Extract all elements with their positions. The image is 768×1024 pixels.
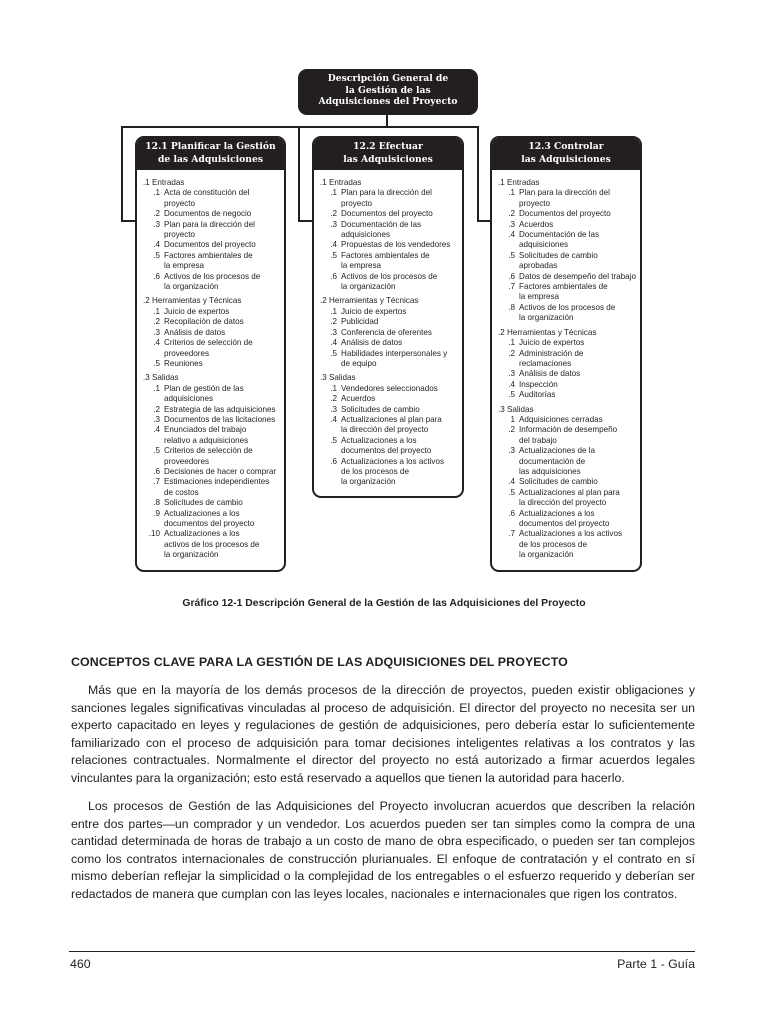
item-text: Documentos de negocio [164,209,252,219]
process-list-item [143,425,280,446]
process-list-item [498,477,636,487]
process-list-item [143,509,280,530]
item-text: Activos de los procesos de la organización [519,302,616,323]
section-heading: CONCEPTOS CLAVE PARA LA GESTIÓN DE LAS ADQUISICIONES DEL PROYECTO [71,655,568,669]
process-section [498,405,636,561]
process-list-item [143,405,280,415]
item-number: .6 [153,466,160,476]
item-text: Inspección [519,379,558,389]
item-text: Solicitudes de cambio [519,477,598,487]
item-text: Solicitudes de cambio [341,404,420,414]
item-number: .3 [153,219,160,229]
item-number: .6 [508,508,515,518]
item-number: .4 [508,379,515,389]
connector-line [298,126,300,222]
item-text: Criterios de selección de proveedores [164,338,253,358]
item-text: Actualizaciones a los activos de los procesos de la organización [164,529,260,560]
item-number: .5 [153,446,160,456]
process-section [143,178,280,292]
process-list-item [320,328,458,338]
process-list-item [143,188,280,209]
process-list-item [498,209,636,219]
process-section-title: .3 Salidas [498,404,534,414]
process-box-title-line: de las Adquisiciones [157,153,263,165]
item-number: .3 [508,219,515,229]
process-box-body [137,170,284,569]
process-box-title-line: 12.1 Planificar la Gestión [145,141,276,152]
item-number: .3 [330,327,337,337]
item-number: .10 [148,529,160,539]
process-list-item [498,529,636,560]
item-text: Auditorías [519,390,556,400]
item-text: Documentos del proyecto [519,209,611,219]
process-list-item [498,303,636,324]
item-text: Habilidades interpersonales y de equipo [341,348,448,368]
item-number: .2 [330,317,337,327]
process-list-item [143,477,280,498]
item-text: Estrategia de las adquisiciones [164,404,276,414]
item-number: .3 [153,414,160,424]
process-list-item [143,272,280,293]
item-number: .2 [330,209,337,219]
process-box-header [314,138,462,170]
item-text: Actualizaciones a los documentos del proyecto [164,508,255,528]
item-number: .3 [330,404,337,414]
footer-rule [69,951,695,952]
item-text: Juicio de expertos [164,306,230,316]
process-section-title: .1 Entradas [498,178,540,187]
item-number: .4 [153,338,160,348]
process-box-title-line: las Adquisiciones [343,153,433,165]
process-list-item [320,317,458,327]
process-box-12-3 [490,136,642,572]
item-text: Documentos de las licitaciones [164,414,276,424]
process-list-item [498,251,636,272]
process-list-item [498,509,636,530]
process-box-title-line: las Adquisiciones [521,153,611,165]
item-number: .1 [153,188,160,198]
item-text: Actualizaciones al plan para la dirección del proyecto [519,487,620,508]
item-text: Solicitudes de cambio aprobadas [519,250,598,271]
item-text: Documentación de las adquisiciones [519,230,600,250]
item-number: .1 [508,338,515,348]
item-number: .2 [153,404,160,414]
item-number: .5 [508,487,515,497]
item-number: .3 [508,369,515,379]
process-section [320,373,458,487]
item-text: Factores ambientales de la empresa [341,250,430,271]
item-text: Información de desempeño del trabajo [519,425,618,445]
item-text: Juicio de expertos [519,338,585,348]
item-text: Conferencia de oferentes [341,327,432,337]
item-text: Propuestas de los vendedores [341,240,451,250]
item-text: Actualizaciones de la documentación de las adquisiciones [519,446,596,476]
item-text: Recopilación de datos [164,317,244,327]
process-list-item [143,446,280,467]
item-number: .4 [153,240,160,250]
item-text: Reuniones [164,358,203,368]
item-number: .4 [508,477,515,487]
process-list-item [320,405,458,415]
item-number: .4 [508,230,515,240]
process-section [320,178,458,292]
item-text: Juicio de expertos [341,306,407,316]
item-number: .7 [153,477,160,487]
item-number: .6 [330,271,337,281]
process-list-item [143,209,280,219]
item-number: .2 [153,317,160,327]
process-section [320,296,458,369]
item-text: Decisiones de hacer o comprar [164,466,277,476]
item-number: .5 [330,250,337,260]
item-text: Vendedores seleccionados [341,383,438,393]
footer-part-label: Parte 1 - Guía [617,957,695,971]
item-text: Administración de reclamaciones [519,348,584,368]
process-list-item [143,328,280,338]
process-section-title: .2 Herramientas y Técnicas [320,296,419,306]
item-text: Documentos del proyecto [341,209,433,219]
item-number: .2 [153,209,160,219]
item-number: .6 [508,271,515,281]
item-text: Activos de los procesos de la organización [164,271,261,292]
item-text: Análisis de datos [519,369,581,379]
item-text: Factores ambientales de la empresa [519,282,608,302]
item-number: .3 [153,327,160,337]
process-section [143,373,280,560]
item-text: Análisis de datos [341,338,403,348]
process-list-item [498,446,636,477]
item-number: .2 [508,209,515,219]
process-list-item [143,529,280,560]
diagram-title-box [298,69,478,115]
process-list-item [143,384,280,405]
item-number: .7 [508,529,515,539]
process-list-item [320,209,458,219]
item-number: .6 [330,456,337,466]
figure-caption: Gráfico 12-1 Descripción General de la Gestión de las Adquisiciones del Proyecto [182,598,586,609]
process-list-item [498,415,636,425]
process-list-item [498,488,636,509]
item-text: Actualizaciones a los documentos del proyecto [519,508,610,528]
process-box-title-line: 12.3 Controlar [528,141,604,152]
process-list-item [498,220,636,230]
process-list-item [498,380,636,390]
process-box-header [492,138,640,170]
item-number: .5 [330,348,337,358]
process-list-item [320,384,458,394]
item-text: Documentos del proyecto [164,240,256,250]
process-box-12-1 [135,136,286,572]
diagram-title-line: Adquisiciones del Proyecto [318,96,458,107]
process-list-item [143,498,280,508]
process-section [498,328,636,401]
item-text: Acta de constitución del proyecto [164,188,250,208]
diagram-title-line: Descripción General de [327,73,449,84]
item-text: Enunciados del trabajo relativo a adquisiciones [164,425,249,445]
process-list-item [143,251,280,272]
item-number: .6 [153,271,160,281]
process-list-item [143,415,280,425]
item-number: .1 [330,188,337,198]
process-list-item [320,436,458,457]
process-section [143,296,280,369]
item-number: .3 [330,219,337,229]
process-box-12-2 [312,136,464,498]
process-list-item [143,307,280,317]
process-list-item [498,369,636,379]
item-text: Acuerdos [519,219,554,229]
process-list-item [320,349,458,370]
process-section [498,178,636,324]
body-paragraph: Más que en la mayoría de los demás procesos de la dirección de proyectos, pueden existir obligaciones y sanciones legales significativas vinculadas al proceso de adquisición. El director del proyecto no necesita ser un experto capacitado en leyes y regulaciones de gestión de adquisiciones, pero debería estar lo suficientemente familiarizado con el proceso de adquisición para tomar decisiones inteligentes relativas a los contratos y las relaciones contractuales. Normalmente el director del proyecto no está autorizado a firmar acuerdos legales vinculantes para la organización; esto está reservado a aquellos que tienen la autoridad para hacerlo. [71,683,695,785]
process-list-item [320,338,458,348]
item-number: .7 [508,282,515,292]
process-section-title: .3 Salidas [143,373,179,383]
item-number: .5 [508,390,515,400]
process-section-title: .2 Herramientas y Técnicas [143,296,242,306]
process-section-title: .2 Herramientas y Técnicas [498,327,597,337]
process-list-item [498,390,636,400]
process-list-item [498,425,636,446]
process-list-item [320,394,458,404]
item-number: .8 [153,498,160,508]
item-text: Plan para la dirección del proyecto [519,188,610,208]
process-list-item [498,230,636,251]
item-number: .1 [330,306,337,316]
item-text: Plan de gestión de las adquisiciones [164,383,244,404]
item-text: Estimaciones independientes de costos [164,477,270,497]
diagram-title-line: la Gestión de las [345,84,431,96]
process-list-item [320,251,458,272]
item-number: .1 [153,306,160,316]
connector-line [121,220,136,222]
item-number: .5 [153,250,160,260]
process-box-body [492,170,640,569]
process-list-item [143,359,280,369]
process-list-item [320,220,458,241]
item-number: .4 [330,338,337,348]
process-list-item [320,457,458,488]
item-number: .5 [330,435,337,445]
connector-line [477,220,491,222]
item-text: Datos de desempeño del trabajo [519,271,636,281]
item-number: .3 [508,446,515,456]
item-text: Actualizaciones a los activos de los procesos de la organización [341,456,445,487]
item-text: Criterios de selección de proveedores [164,446,253,466]
item-number: .1 [330,383,337,393]
process-list-item [143,240,280,250]
process-list-item [498,188,636,209]
process-list-item [320,415,458,436]
item-number: .5 [508,250,515,260]
item-text: Actualizaciones a los activos de los procesos de la organización [519,529,623,560]
item-number: .4 [330,240,337,250]
item-text: Adquisiciones cerradas [519,414,603,424]
item-text: Plan para la dirección del proyecto [341,188,432,208]
item-number: .9 [153,508,160,518]
process-list-item [320,240,458,250]
item-number: .1 [153,383,160,393]
item-number: .8 [508,302,515,312]
process-list-item [320,272,458,293]
connector-line [298,220,313,222]
item-text: Actualizaciones al plan para la dirección del proyecto [341,414,442,435]
item-text: Análisis de datos [164,327,226,337]
process-box-title-line: 12.2 Efectuar [353,141,423,152]
item-number: 1 [510,414,515,424]
item-number: .2 [508,348,515,358]
item-number: .1 [508,188,515,198]
item-text: Publicidad [341,317,379,327]
process-box-body [314,170,462,496]
process-section-title: .1 Entradas [320,178,362,187]
process-box-header [137,138,284,170]
item-number: .2 [508,425,515,435]
item-number: .4 [153,425,160,435]
item-text: Solicitudes de cambio [164,498,243,508]
item-number: .5 [153,358,160,368]
process-section-title: .3 Salidas [320,373,356,383]
process-list-item [320,307,458,317]
item-text: Actualizaciones a los documentos del proyecto [341,435,432,456]
item-text: Acuerdos [341,394,376,404]
item-text: Factores ambientales de la empresa [164,250,253,271]
process-list-item [498,282,636,303]
item-number: .4 [330,414,337,424]
body-paragraph: Los procesos de Gestión de las Adquisiciones del Proyecto involucran acuerdos que describen la relación entre dos partes—un comprador y un vendedor. Los acuerdos pueden ser tan simples como la compra de una cantidad determinada de horas de trabajo a un costo de mano de obra especificado, o pueden ser tan complejos como los contratos internacionales de construcción plurianuales. El enfoque de contratación y el contrato en sí mismo deberían reflejar la simplicidad o la complejidad de los entregables o el esfuerzo requerido y deberían ser redactados de manera que cumplan con las leyes locales, nacionales e internacionales que rigen los contratos. [71,799,695,901]
connector-line [121,126,123,222]
process-list-item [320,188,458,209]
process-list-item [498,349,636,370]
item-text: Plan para la dirección del proyecto [164,219,255,240]
item-number: .2 [330,394,337,404]
connector-line [477,126,479,222]
page-number: 460 [70,957,91,971]
process-list-item [143,220,280,241]
process-list-item [498,338,636,348]
process-section-title: .1 Entradas [143,178,185,187]
connector-line [121,126,479,128]
item-text: Documentación de las adquisiciones [341,219,422,240]
process-list-item [143,338,280,359]
process-list-item [143,467,280,477]
item-text: Activos de los procesos de la organización [341,271,438,292]
process-list-item [143,317,280,327]
process-list-item [498,272,636,282]
